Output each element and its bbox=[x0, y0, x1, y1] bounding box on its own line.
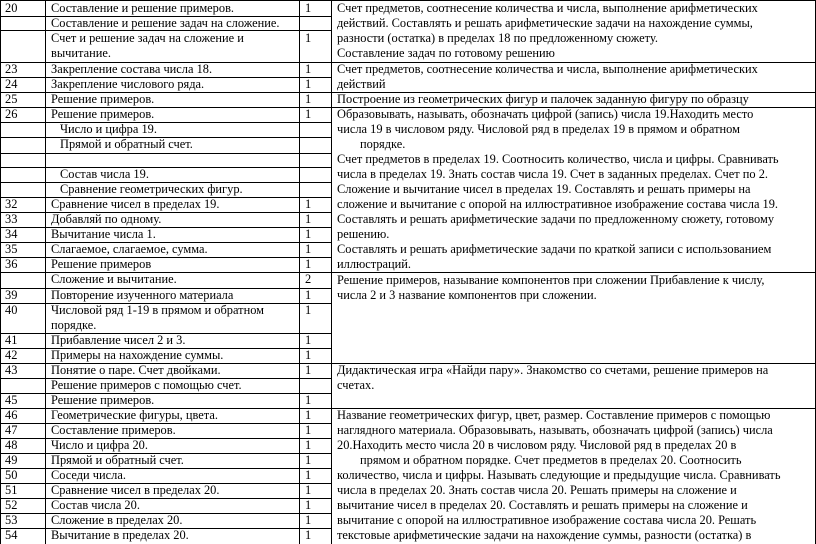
description-line: текстовые арифметические задачи на нахождение суммы, разности (остатка) в bbox=[337, 528, 752, 542]
hours-count: 1 bbox=[305, 212, 312, 226]
lesson-title: Сравнение чисел в пределах 20. bbox=[51, 483, 220, 497]
row-number: 47 bbox=[5, 423, 18, 437]
lesson-title: Решение примеров bbox=[51, 257, 152, 271]
hours-count: 1 bbox=[305, 107, 312, 121]
row-number: 50 bbox=[5, 468, 18, 482]
description-line: иллюстраций. bbox=[337, 257, 412, 271]
description-line: наглядного материала. Образовывать, называть, обозначать цифрой (запись) числа bbox=[337, 423, 773, 437]
description-line: Образовывать, называть, обозначать цифрой (запись) числа 19.Находить место bbox=[337, 107, 754, 121]
description-line: вычитание с опорой на иллюстративное изображение состава числа 20. Решать bbox=[337, 513, 757, 527]
lesson-title: Геометрические фигуры, цвета. bbox=[51, 408, 218, 422]
lesson-title: Числовой ряд 1-19 в прямом и обратном bbox=[51, 303, 265, 317]
lesson-title: Сравнение геометрических фигур. bbox=[60, 182, 243, 196]
hours-count: 1 bbox=[305, 513, 312, 527]
lesson-title: Закрепление числового ряда. bbox=[51, 77, 205, 91]
row-number: 23 bbox=[5, 62, 18, 76]
lesson-title: Число и цифра 19. bbox=[60, 122, 157, 136]
lesson-title: Решение примеров. bbox=[51, 393, 155, 407]
description-line: действий. Составлять и решать арифметические задачи на нахождение суммы, bbox=[337, 16, 753, 30]
row-number: 46 bbox=[5, 408, 18, 422]
description-line: числа 2 и 3 название компонентов при сложении. bbox=[337, 288, 597, 302]
description-line: Счет предметов, соотнесение количества и числа, выполнение арифметических bbox=[337, 62, 758, 76]
row-number: 41 bbox=[5, 333, 18, 347]
hours-count: 1 bbox=[305, 438, 312, 452]
row-number: 49 bbox=[5, 453, 18, 467]
row-divider bbox=[0, 122, 332, 123]
description-line: прямом и обратном порядке. Счет предметов в пределах 20. Соотносить bbox=[360, 453, 742, 467]
hours-count: 1 bbox=[305, 408, 312, 422]
lesson-title: Сравнение чисел в пределах 19. bbox=[51, 197, 220, 211]
lesson-title: Вычитание числа 1. bbox=[51, 227, 156, 241]
row-number: 36 bbox=[5, 257, 18, 271]
row-number: 35 bbox=[5, 242, 18, 256]
lesson-title: Состав числа 19. bbox=[60, 167, 149, 181]
lesson-title: Решение примеров. bbox=[51, 92, 155, 106]
lesson-title: Повторение изученного материала bbox=[51, 288, 234, 302]
hours-count: 1 bbox=[305, 257, 312, 271]
hours-count: 1 bbox=[305, 348, 312, 362]
lesson-title: Закрепление состава числа 18. bbox=[51, 62, 213, 76]
row-number: 43 bbox=[5, 363, 18, 377]
lesson-title: Составление и решение задач на сложение. bbox=[51, 16, 280, 30]
row-number: 53 bbox=[5, 513, 18, 527]
lesson-title: Число и цифра 20. bbox=[51, 438, 148, 452]
description-line: числа в пределах 19. Знать состав числа 19. Счет в заданных пределах. Счет по 2. bbox=[337, 167, 769, 181]
lesson-title: Соседи числа. bbox=[51, 468, 126, 482]
hours-count: 1 bbox=[305, 453, 312, 467]
lesson-title: Сложение и вычитание. bbox=[51, 272, 177, 286]
row-divider bbox=[0, 167, 332, 168]
hours-count: 1 bbox=[305, 92, 312, 106]
description-line: числа 19 в числовом ряду. Числовой ряд в пределах 19 в прямом и обратном bbox=[337, 122, 740, 136]
lesson-title: Решение примеров. bbox=[51, 107, 155, 121]
description-line: решению. bbox=[337, 227, 390, 241]
hours-count: 2 bbox=[305, 272, 312, 286]
row-number: 42 bbox=[5, 348, 18, 362]
row-number: 45 bbox=[5, 393, 18, 407]
lesson-title-continued: порядке. bbox=[51, 318, 97, 332]
lesson-title: Понятие о паре. Счет двойками. bbox=[51, 363, 221, 377]
description-line: Счет предметов в пределах 19. Соотносить количество, числа и цифры. Сравнивать bbox=[337, 152, 779, 166]
description-line: 20.Находить место числа 20 в числовом ряду. Числовой ряд в пределах 20 в bbox=[337, 438, 737, 452]
row-divider bbox=[0, 227, 332, 228]
description-line: Название геометрических фигур, цвет, размер. Составление примеров с помощью bbox=[337, 408, 771, 422]
hours-count: 1 bbox=[305, 333, 312, 347]
lesson-title: Счет и решение задач на сложение и bbox=[51, 31, 244, 45]
lesson-title: Примеры на нахождение суммы. bbox=[51, 348, 224, 362]
description-line: Дидактическая игра «Найди пару». Знакомство со счетами, решение примеров на bbox=[337, 363, 769, 377]
description-line: количество, числа и цифры. Называть следующие и предыдущие числа. Сравнивать bbox=[337, 468, 781, 482]
hours-count: 1 bbox=[305, 363, 312, 377]
lesson-title: Прямой и обратный счет. bbox=[51, 453, 184, 467]
lesson-title: Составление примеров. bbox=[51, 423, 176, 437]
row-divider bbox=[0, 153, 332, 154]
hours-count: 1 bbox=[305, 77, 312, 91]
description-line: Решение примеров, называние компонентов при сложении Прибавление к числу, bbox=[337, 273, 765, 287]
lesson-title: Прямой и обратный счет. bbox=[60, 137, 193, 151]
row-number: 33 bbox=[5, 212, 18, 226]
lesson-title: Слагаемое, слагаемое, сумма. bbox=[51, 242, 208, 256]
lesson-title-continued: вычитание. bbox=[51, 46, 111, 60]
hours-count: 1 bbox=[305, 62, 312, 76]
description-line: вычитание чисел в пределах 20. Составлять и решать примеры на сложение и bbox=[337, 498, 748, 512]
row-number: 20 bbox=[5, 1, 18, 15]
description-line: сложение и вычитание с опорой на иллюстративное изображение состава числа 19. bbox=[337, 197, 779, 211]
description-line: действий bbox=[337, 77, 386, 91]
description-line: Составление задач по готовому решению bbox=[337, 46, 555, 60]
hours-count: 1 bbox=[305, 423, 312, 437]
row-number: 51 bbox=[5, 483, 18, 497]
row-number: 39 bbox=[5, 288, 18, 302]
hours-count: 1 bbox=[305, 288, 312, 302]
description-line: Построение из геометрических фигур и палочек заданную фигуру по образцу bbox=[337, 92, 749, 106]
description-line: Счет предметов, соотнесение количества и числа, выполнение арифметических bbox=[337, 1, 758, 15]
hours-count: 1 bbox=[305, 1, 312, 15]
hours-count: 1 bbox=[305, 31, 312, 45]
description-line: Составлять и решать арифметические задачи по предложенному сюжету, готовому bbox=[337, 212, 775, 226]
description-line: счетах. bbox=[337, 378, 375, 392]
description-line: разности (остатка) в пределах 18 по предложенному сюжету. bbox=[337, 31, 658, 45]
row-number: 40 bbox=[5, 303, 18, 317]
hours-count: 1 bbox=[305, 393, 312, 407]
lesson-title: Составление и решение примеров. bbox=[51, 1, 235, 15]
hours-count: 1 bbox=[305, 498, 312, 512]
hours-count: 1 bbox=[305, 528, 312, 542]
hours-count: 1 bbox=[305, 242, 312, 256]
row-number: 52 bbox=[5, 498, 18, 512]
lesson-title: Прибавление чисел 2 и 3. bbox=[51, 333, 186, 347]
row-number: 24 bbox=[5, 77, 18, 91]
description-line: Сложение и вычитание чисел в пределах 19. Составлять и решать примеры на bbox=[337, 182, 751, 196]
row-number: 25 bbox=[5, 92, 18, 106]
hours-count: 1 bbox=[305, 483, 312, 497]
lesson-title: Вычитание в пределах 20. bbox=[51, 528, 189, 542]
row-number: 26 bbox=[5, 107, 18, 121]
lesson-title: Состав числа 20. bbox=[51, 498, 140, 512]
hours-count: 1 bbox=[305, 197, 312, 211]
hours-count: 1 bbox=[305, 227, 312, 241]
description-line: числа в пределах 20. Знать состав числа 20. Решать примеры на сложение и bbox=[337, 483, 737, 497]
hours-count: 1 bbox=[305, 468, 312, 482]
row-number: 32 bbox=[5, 197, 18, 211]
row-number: 34 bbox=[5, 227, 18, 241]
description-line: Составлять и решать арифметические задачи по краткой записи с использованием bbox=[337, 242, 772, 256]
lesson-title: Добавляй по одному. bbox=[51, 212, 162, 226]
row-number: 54 bbox=[5, 528, 18, 542]
row-number: 48 bbox=[5, 438, 18, 452]
lesson-title: Решение примеров с помощью счет. bbox=[51, 378, 242, 392]
description-line: порядке. bbox=[360, 137, 406, 151]
hours-count: 1 bbox=[305, 303, 312, 317]
lesson-title: Сложение в пределах 20. bbox=[51, 513, 183, 527]
